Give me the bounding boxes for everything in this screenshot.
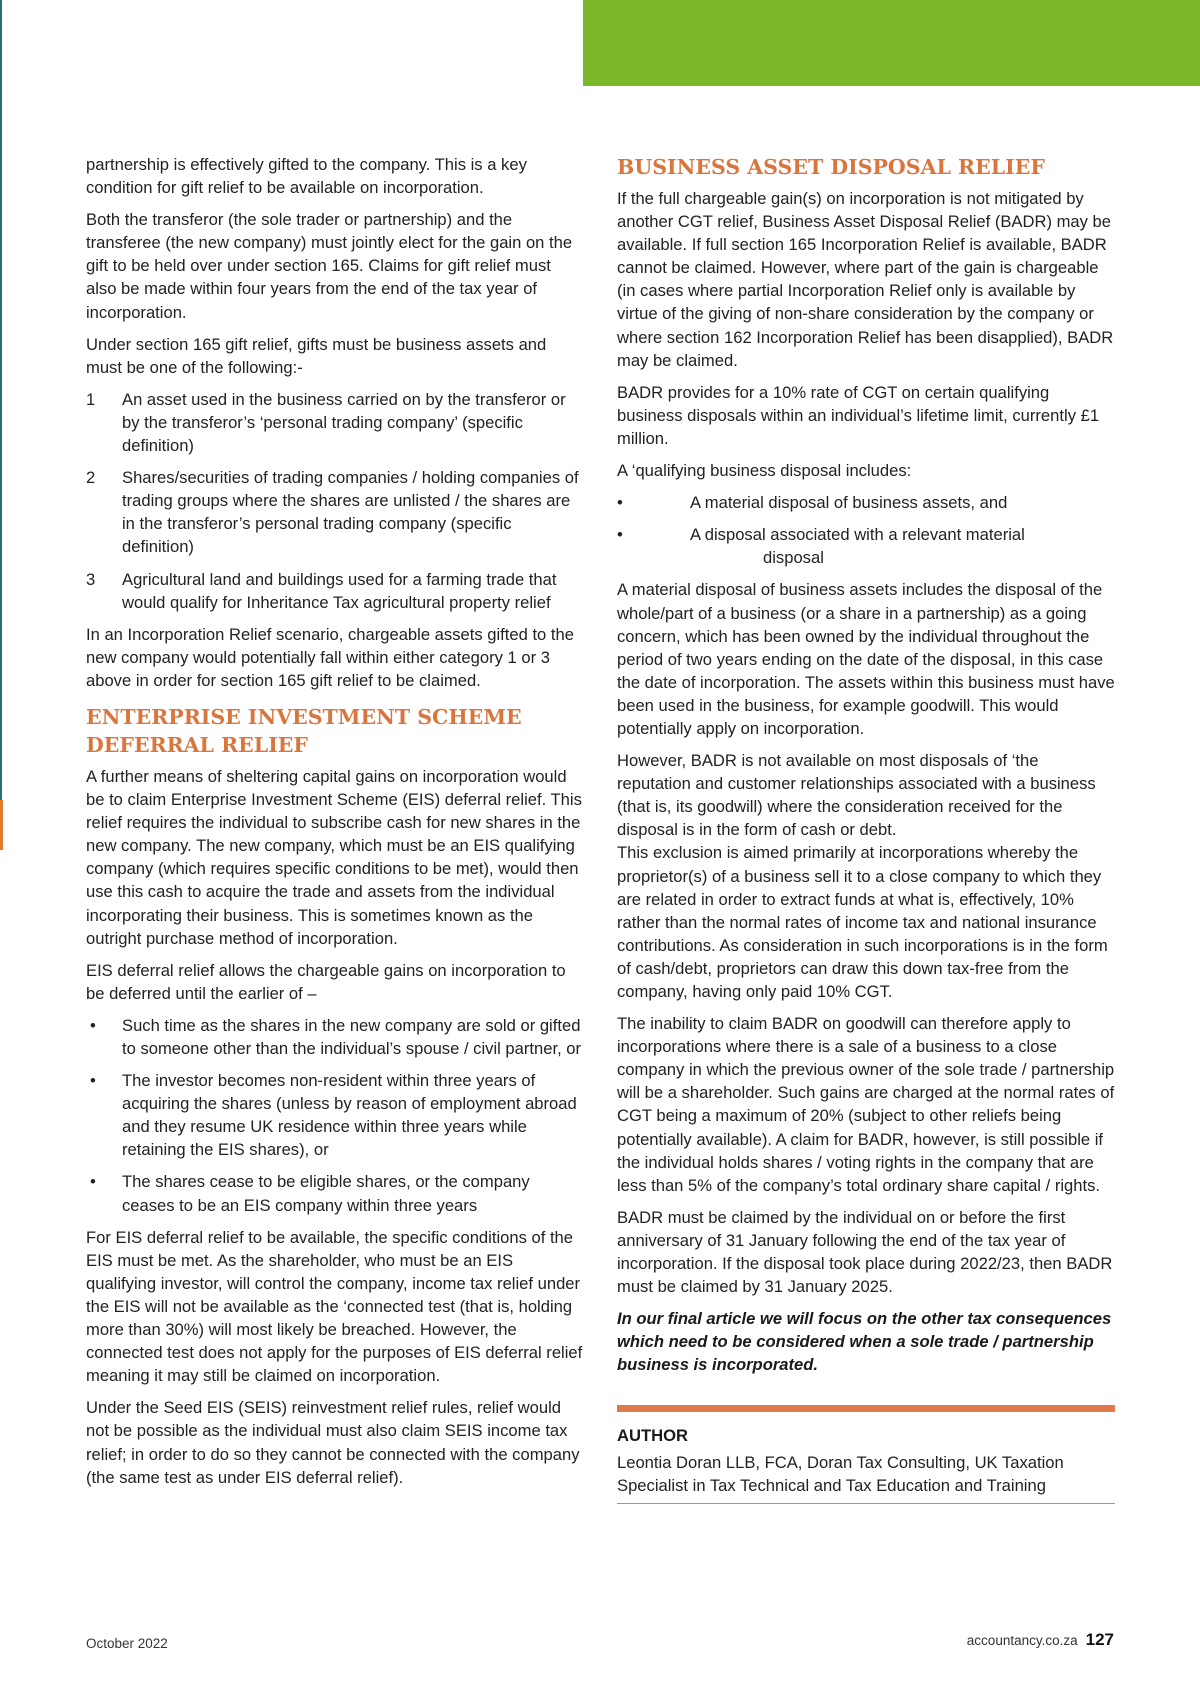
- list-item: [86, 1069, 584, 1161]
- list-number: 1: [86, 389, 96, 409]
- paragraph: EIS deferral relief allows the chargeable gains on incorporation to be deferred until the earlier of –: [86, 960, 566, 1003]
- section-heading-eis: ENTERPRISE INVESTMENT SCHEME DEFERRAL RELIEF: [86, 704, 522, 757]
- list-text: Such time as the shares in the new company are sold or gifted to someone other than the individual’s spouse / civil partner, or: [122, 1015, 582, 1058]
- list-text: The shares cease to be eligible shares, or the company ceases to be an EIS company within three years: [122, 1172, 530, 1215]
- paragraph: The inability to claim BADR on goodwill can therefore apply to incorporations where there is a sale of a business to a close company in which the previous owner of the sole trade / partnership will be a shareholder. Such gains are charged at the normal rates of CGT being a maximum of 20% (subject to other reliefs being potentially available). A claim for BADR, however, is still possible if the individual holds shares / voting rights in the company that are less than 5% of the company’s total ordinary share capital / rights.: [617, 1014, 1115, 1195]
- paragraph: BADR provides for a 10% rate of CGT on certain qualifying business disposals within an individual’s lifetime limit, currently £1 million.: [617, 382, 1100, 448]
- paragraph: Under section 165 gift relief, gifts must be business assets and must be one of the following:-: [86, 334, 547, 377]
- bullet-icon: •: [90, 1015, 96, 1035]
- paragraph: However, BADR is not available on most disposals of ‘the reputation and customer relationships associated with a business (that is, its goodwill) where the consideration received for the disposal is in the form of cash or debt.: [617, 751, 1096, 840]
- paragraph: This exclusion is aimed primarily at incorporations whereby the proprietor(s) of a business sell it to a close company to which they are related in order to extract funds at what is, effectively, 10% rather than the normal rates of income tax and national insurance contributions. As consideration in such incorporations is in the form of cash/debt, proprietors can draw this down tax-free from the company, having only paid 10% CGT.: [617, 843, 1108, 1001]
- list-item: [617, 523, 1115, 569]
- bullet-list: [86, 1014, 584, 1217]
- author-underline: [617, 1503, 1115, 1504]
- paragraph: A material disposal of business assets includes the disposal of the whole/part of a business (or a share in a partnership) as a going concern, which has been owned by the individual throughout the period of two years ending on the date of the disposal, in this case the date of incorporation. The assets within this business must have been used in the business, for example goodwill. This would potentially apply on incorporation.: [617, 580, 1115, 738]
- bullet-icon: •: [617, 525, 623, 545]
- author-label: AUTHOR: [617, 1425, 688, 1445]
- paragraph: partnership is effectively gifted to the company. This is a key condition for gift relief to be available on incorporation.: [86, 155, 527, 198]
- list-item: [617, 491, 1115, 514]
- bullet-icon: •: [90, 1071, 96, 1091]
- header-accent-bar: [583, 0, 1200, 86]
- list-item: [86, 388, 584, 457]
- paragraph: A ‘qualifying business disposal includes:: [617, 461, 912, 481]
- list-number: 2: [86, 468, 96, 488]
- paragraph: For EIS deferral relief to be available, the specific conditions of the EIS must be met. As the shareholder, who must be an EIS qualifying investor, will control the company, income tax relief under the EIS will not be available as the ‘connected test (that is, holding more than 30%) will most likely be breached. However, the connected test does not apply for the purposes of EIS deferral relief meaning it may still be claimed on incorporation.: [86, 1227, 583, 1386]
- paragraph: Both the transferor (the sole trader or partnership) and the transferee (the new company) must jointly elect for the gain on the gift to be held over under section 165. Claims for gift relief must also be made within four years from the end of the tax year of incorporation.: [86, 210, 573, 322]
- list-text: The investor becomes non-resident within three years of acquiring the shares (unless by reason of employment abroad and they resume UK residence within three years while retaining the EIS shares), or: [122, 1071, 577, 1160]
- right-column: [617, 153, 1115, 1504]
- list-item: [86, 466, 584, 558]
- footer-date: October 2022: [86, 1636, 168, 1651]
- author-bio: Leontia Doran LLB, FCA, Doran Tax Consulting, UK Taxation Specialist in Tax Technical and Tax Education and Training: [617, 1452, 1064, 1495]
- paragraph: A further means of sheltering capital gains on incorporation would be to claim Enterprise Investment Scheme (EIS) deferral relief. This relief requires the individual to subscribe cash for new shares in the new company. The new company, which must be an EIS qualifying company (which requires specific conditions to be met), would then use this cash to acquire the trade and assets from the individual incorporating their business. This is sometimes known as the outright purchase method of incorporation.: [86, 766, 582, 948]
- list-text: A disposal associated with a relevant material: [690, 525, 1025, 545]
- list-text: disposal: [763, 548, 824, 568]
- list-text: A material disposal of business assets, and: [690, 493, 1008, 513]
- bullet-icon: •: [617, 493, 623, 513]
- list-text: An asset used in the business carried on by the transferor or by the transferor’s ‘personal trading company’ (specific definition): [122, 389, 566, 456]
- numbered-list: [86, 388, 584, 614]
- left-column: [86, 153, 584, 1498]
- section-heading-badr: BUSINESS ASSET DISPOSAL RELIEF: [617, 155, 1045, 179]
- author-divider: [617, 1405, 1115, 1412]
- footer-site: accountancy.co.za: [966, 1633, 1078, 1648]
- closing-note: In our final article we will focus on the other tax consequences which need to be considered when a sole trade / partnership business is incorporated.: [617, 1309, 1112, 1375]
- list-number: 3: [86, 569, 96, 589]
- page-edge-line: [0, 0, 2, 800]
- list-item: [86, 1014, 584, 1060]
- paragraph: In an Incorporation Relief scenario, chargeable assets gifted to the new company would potentially fall within either category 1 or 3 above in order for section 165 gift relief to be claimed.: [86, 624, 574, 690]
- page-number: 127: [1085, 1630, 1114, 1649]
- footer-right: [967, 1630, 1114, 1650]
- list-item: [86, 568, 584, 614]
- list-text: Agricultural land and buildings used for a farming trade that would qualify for Inheritance Tax agricultural property relief: [122, 569, 557, 612]
- paragraph: Under the Seed EIS (SEIS) reinvestment relief rules, relief would not be possible as the individual must also claim SEIS income tax relief; in order to do so they cannot be connected with the company (the same test as under EIS deferral relief).: [86, 1398, 580, 1487]
- list-text: Shares/securities of trading companies / holding companies of trading groups where the shares are unlisted / the shares are in the transferor’s personal trading company (specific definition): [122, 468, 579, 557]
- list-item: [86, 1170, 584, 1216]
- paragraph: BADR must be claimed by the individual on or before the first anniversary of 31 January following the end of the tax year of incorporation. If the disposal took place during 2022/23, then BADR must be claimed by 31 January 2025.: [617, 1207, 1113, 1297]
- page-edge-marker: [0, 800, 3, 850]
- paragraph: If the full chargeable gain(s) on incorporation is not mitigated by another CGT relief, Business Asset Disposal Relief (BADR) may be available. If full section 165 Incorporation Relief is available, BADR cannot be claimed. However, where part of the gain is chargeable (in cases where partial Incorporation Relief only is available by virtue of the giving of non-share consideration by the company or where section 162 Incorporation Relief has been disapplied), BADR may be claimed.: [617, 189, 1114, 370]
- bullet-list: [617, 491, 1115, 569]
- bullet-icon: •: [90, 1172, 96, 1192]
